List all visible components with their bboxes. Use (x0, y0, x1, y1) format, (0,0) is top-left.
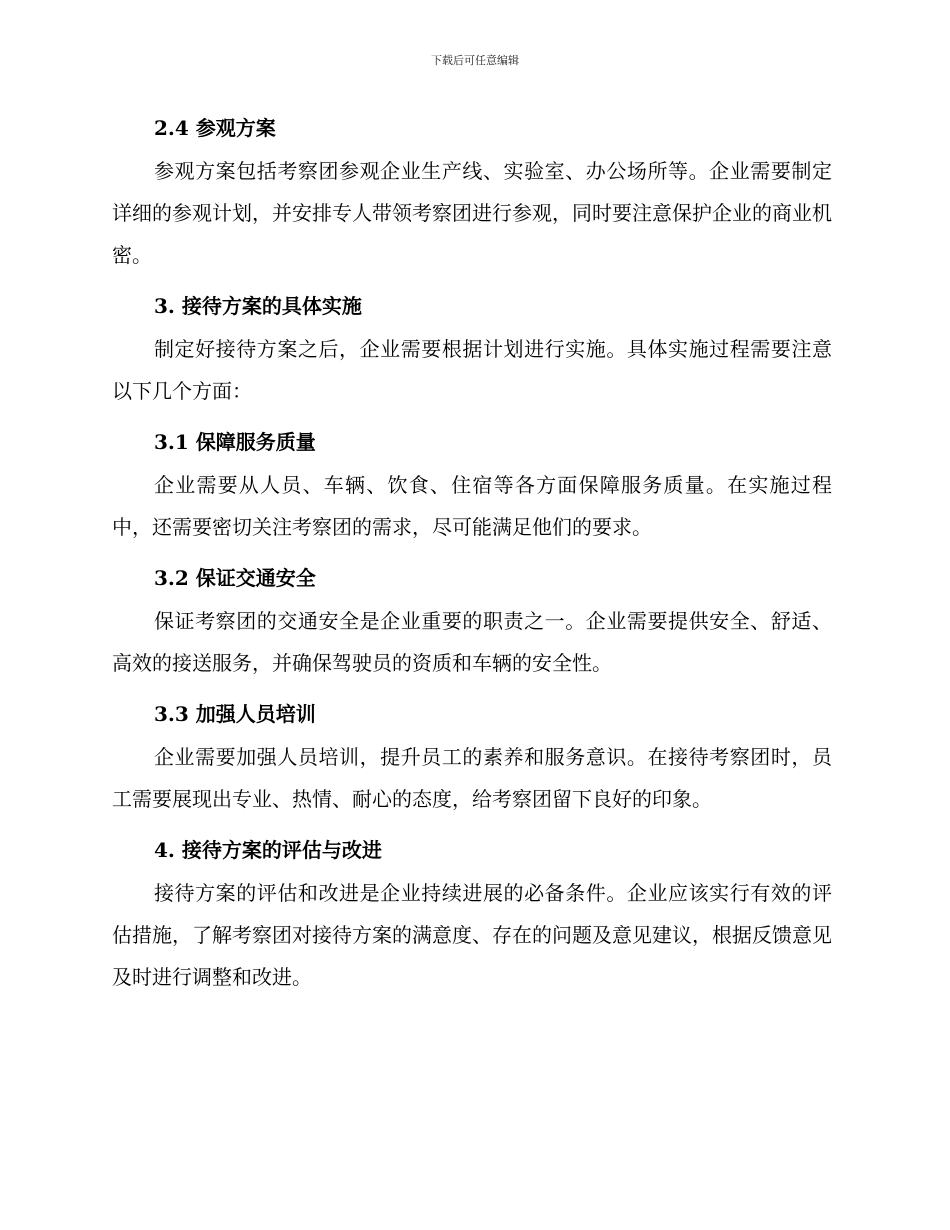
section-paragraph-3: 制定好接待方案之后，企业需要根据计划进行实施。具体实施过程需要注意以下几个方面： (112, 337, 832, 403)
section-paragraph-3-2: 保证考察团的交通安全是企业重要的职责之一。企业需要提供安全、舒适、高效的接送服务，并确保驾驶员的资质和车辆的安全性。 (112, 609, 832, 675)
section-heading-3-1: 3.1 保障服务质量 (154, 430, 316, 454)
section-heading-2-4: 2.4 参观方案 (154, 116, 276, 140)
section-heading-4: 4. 接待方案的评估与改进 (154, 838, 382, 862)
section-paragraph-2-4: 参观方案包括考察团参观企业生产线、实验室、办公场所等。企业需要制定详细的参观计划，并安排专人带领考察团进行参观，同时要注意保护企业的商业机密。 (112, 159, 832, 267)
section-heading-3-3: 3.3 加强人员培训 (154, 702, 316, 726)
section-heading-3-2: 3.2 保证交通安全 (154, 566, 316, 590)
page-header: 下载后可任意编辑 (431, 54, 519, 67)
document-body (112, 108, 832, 1008)
section-paragraph-4: 接待方案的评估和改进是企业持续进展的必备条件。企业应该实行有效的评估措施，了解考察团对接待方案的满意度、存在的问题及意见建议，根据反馈意见及时进行调整和改进。 (112, 881, 832, 989)
section-paragraph-3-3: 企业需要加强人员培训，提升员工的素养和服务意识。在接待考察团时，员工需要展现出专业、热情、耐心的态度，给考察团留下良好的印象。 (112, 745, 832, 811)
section-paragraph-3-1: 企业需要从人员、车辆、饮食、住宿等各方面保障服务质量。在实施过程中，还需要密切关注考察团的需求，尽可能满足他们的要求。 (112, 473, 832, 539)
section-heading-3: 3. 接待方案的具体实施 (154, 294, 362, 318)
